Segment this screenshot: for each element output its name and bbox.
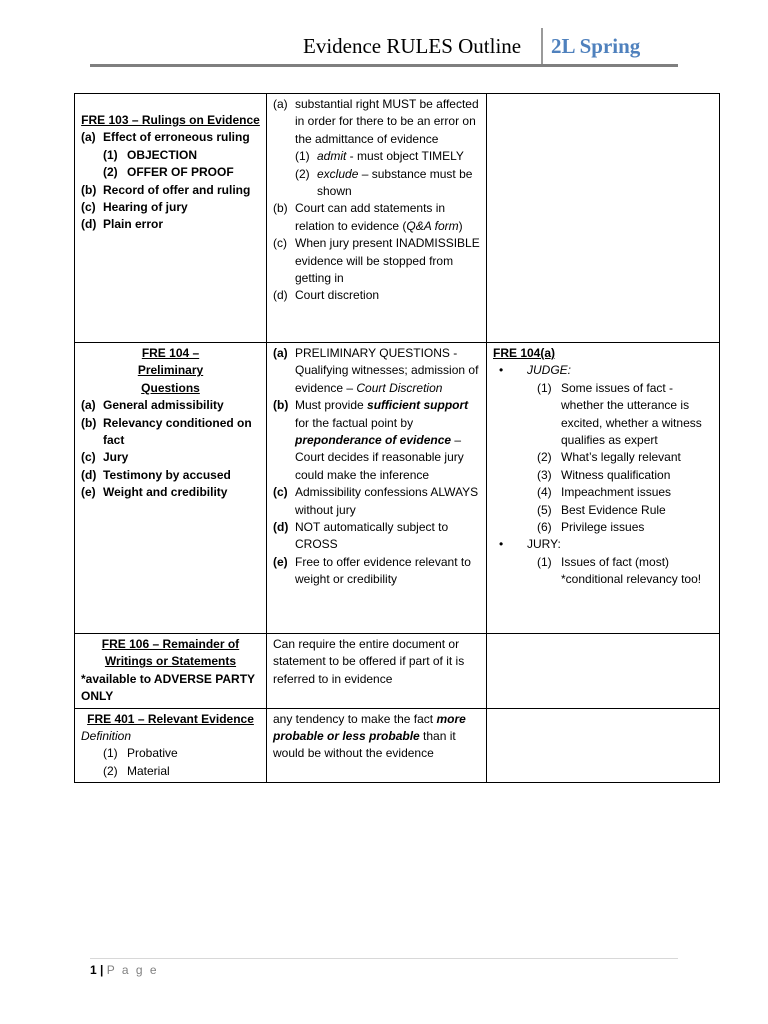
list-item: (4) Impeachment issues bbox=[537, 485, 672, 500]
list-item: • JUDGE: bbox=[493, 362, 713, 379]
rule-subheading: Definition bbox=[81, 729, 132, 744]
footer-rule bbox=[90, 958, 678, 959]
list-item: (c) Jury bbox=[81, 450, 129, 465]
notes-cell bbox=[267, 708, 487, 783]
table-row-fre-103 bbox=[75, 94, 720, 343]
list-item: (a) PRELIMINARY QUESTIONS - Qualifying witnesses; admission of evidence – Court Discretion bbox=[273, 346, 479, 395]
list-item: (d) Testimony by accused bbox=[81, 467, 231, 482]
rule-title: FRE 106 – Remainder of Writings or Statements bbox=[101, 637, 240, 669]
rule-title: FRE 104 – Preliminary Questions bbox=[137, 346, 204, 395]
list-item: (d) Court discretion bbox=[273, 288, 380, 303]
header-divider bbox=[541, 28, 543, 66]
list-item: (c) When jury present INADMISSIBLE evidence will be stopped from getting in bbox=[273, 236, 480, 286]
bullet-icon: • bbox=[499, 363, 504, 378]
rule-cell bbox=[75, 708, 267, 783]
list-item: (b) Must provide sufficient support for the factual point by preponderance of evidence – Court decides if reasonable jury could make the inference bbox=[273, 398, 469, 482]
rule-title: FRE 104(a) bbox=[493, 346, 556, 360]
rule-note: *available to ADVERSE PARTY ONLY bbox=[81, 671, 255, 704]
list-item: (1) Issues of fact (most) *conditional relevancy too! bbox=[537, 554, 702, 587]
notes-cell bbox=[267, 634, 487, 709]
extra-cell bbox=[487, 708, 720, 783]
table-row-fre-106 bbox=[75, 634, 720, 709]
table-row-fre-104 bbox=[75, 343, 720, 634]
list-item: (3) Witness qualification bbox=[537, 467, 671, 482]
list-item: (e) Weight and credibility bbox=[81, 485, 228, 500]
list-item: (e) Free to offer evidence relevant to weight or credibility bbox=[273, 554, 471, 587]
list-item: (a) Effect of erroneous ruling bbox=[81, 130, 250, 145]
list-item: (1) admit - must object TIMELY bbox=[295, 149, 464, 164]
page-footer bbox=[90, 963, 159, 977]
notes-cell bbox=[267, 94, 487, 343]
document-subtitle: 2L Spring bbox=[551, 34, 641, 58]
list-item: (a) substantial right MUST be affected in order for there to be an error on the admittance of evidence bbox=[273, 97, 479, 146]
rule-title: FRE 401 – Relevant Evidence bbox=[87, 711, 254, 726]
list-item: (b) Relevancy conditioned on fact bbox=[81, 415, 252, 448]
page-number: 1 bbox=[90, 963, 97, 977]
header-rule bbox=[90, 64, 678, 67]
list-item: (1) Some issues of fact - whether the utterance is excited, whether a witness qualifies as expert bbox=[537, 380, 702, 448]
bullet-icon: • bbox=[499, 537, 504, 552]
page-label: P a g e bbox=[106, 963, 159, 977]
list-item: (1) OBJECTION bbox=[103, 147, 198, 162]
list-item: (2) Material bbox=[103, 763, 170, 778]
rule-cell bbox=[75, 343, 267, 634]
list-item: (b) Court can add statements in relation to evidence (Q&A form) bbox=[273, 201, 463, 233]
table-row-fre-401 bbox=[75, 708, 720, 783]
list-item: • JURY: bbox=[493, 536, 713, 553]
extra-cell bbox=[487, 94, 720, 343]
list-item: (b) Record of offer and ruling bbox=[81, 182, 251, 197]
list-item: (a) General admissibility bbox=[81, 398, 224, 413]
list-item: (6) Privilege issues bbox=[537, 520, 645, 535]
list-item: (d) Plain error bbox=[81, 217, 164, 232]
list-item: (c) Hearing of jury bbox=[81, 200, 188, 215]
list-item: (5) Best Evidence Rule bbox=[537, 502, 666, 517]
notes-text: Can require the entire document or statement to be offered if part of it is referred to in evidence bbox=[273, 637, 465, 686]
extra-cell bbox=[487, 634, 720, 709]
rule-title: FRE 103 – Rulings on Evidence bbox=[81, 113, 260, 127]
footer-separator: | bbox=[100, 963, 104, 977]
list-item: (c) Admissibility confessions ALWAYS without jury bbox=[273, 485, 479, 517]
rules-table bbox=[74, 93, 720, 783]
notes-cell bbox=[267, 343, 487, 634]
list-item: (2) exclude – substance must be shown bbox=[295, 166, 473, 199]
list-item: (1) Probative bbox=[103, 746, 178, 761]
document-title: Evidence RULES Outline bbox=[303, 34, 522, 58]
rule-cell bbox=[75, 634, 267, 709]
extra-cell bbox=[487, 343, 720, 634]
list-item: (2) OFFER OF PROOF bbox=[103, 165, 234, 180]
rule-cell bbox=[75, 94, 267, 343]
list-item: (2) What’s legally relevant bbox=[537, 450, 681, 465]
list-item: (d) NOT automatically subject to CROSS bbox=[273, 520, 449, 552]
notes-text: any tendency to make the fact more probable or less probable than it would be without the evidence bbox=[273, 711, 466, 761]
